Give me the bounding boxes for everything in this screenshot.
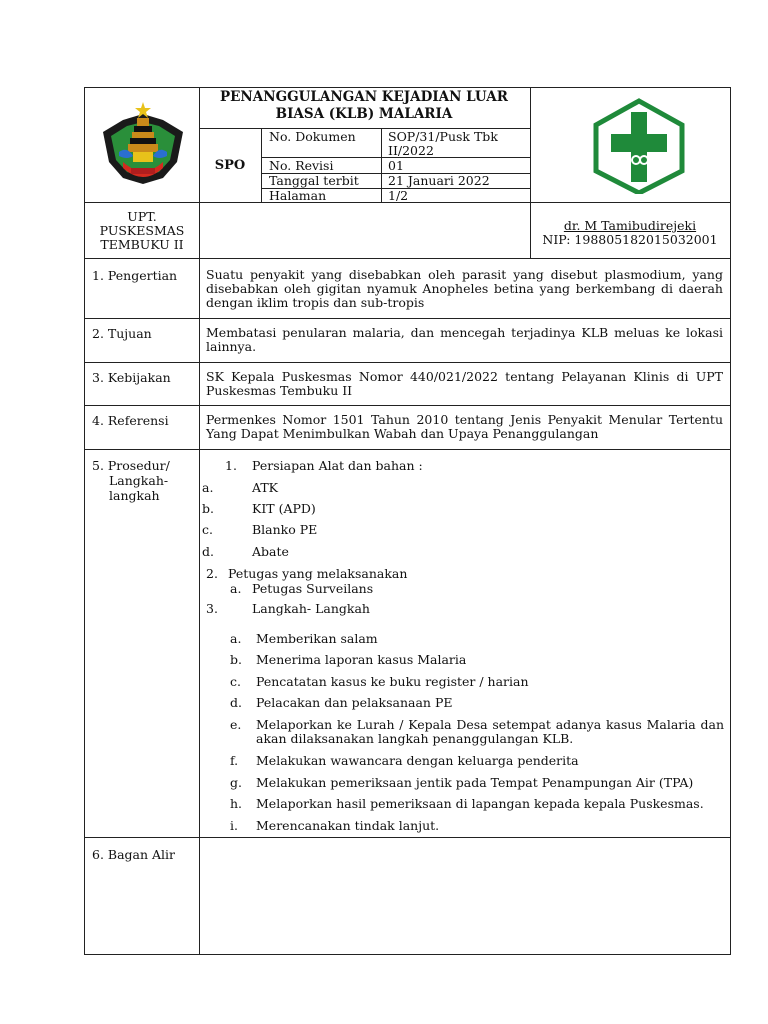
institution-line2: PUSKESMAS bbox=[99, 223, 185, 238]
list-item-marker: c. bbox=[202, 522, 213, 537]
list-item-marker: a. bbox=[230, 631, 242, 646]
list-item: Blanko PE bbox=[252, 522, 318, 537]
institution-line3: TEMBUKU II bbox=[100, 237, 184, 252]
prosedur-label bbox=[92, 458, 170, 503]
step3-number: 3. bbox=[206, 601, 218, 616]
institution-line1: UPT. bbox=[127, 209, 157, 224]
list-item: KIT (APD) bbox=[252, 501, 316, 516]
list-item: Pencatatan kasus ke buku register / harian bbox=[256, 674, 529, 689]
issue-date-label: Tanggal terbit bbox=[269, 173, 359, 188]
referensi-text: Permenkes Nomor 1501 Tahun 2010 tentang Jenis Penyakit Menular Tertentu Yang Dapat Menimbulkan Wabah dan Upaya Penanggulangan bbox=[206, 412, 723, 441]
spo-label: SPO bbox=[214, 158, 246, 173]
document-title: PENANGGULANGAN KEJADIAN LUAR BIASA (KLB) MALARIA bbox=[219, 89, 508, 122]
kebijakan-label: 3. Kebijakan bbox=[92, 370, 171, 385]
referensi-label: 4. Referensi bbox=[92, 413, 169, 428]
list-item: Abate bbox=[252, 544, 289, 559]
tujuan-text: Membatasi penularan malaria, dan mencegah terjadinya KLB meluas ke lokasi lainnya. bbox=[206, 325, 723, 354]
step2-text: Petugas yang melaksanakan bbox=[228, 566, 408, 581]
page-value: 1/2 bbox=[388, 188, 409, 203]
list-item-marker: g. bbox=[230, 775, 242, 790]
list-item-marker: d. bbox=[202, 544, 214, 559]
doc-number-value: SOP/31/Pusk Tbk II/2022 bbox=[388, 129, 498, 158]
prosedur-label-line3: langkah bbox=[109, 488, 160, 503]
list-item: Petugas Surveilans bbox=[252, 581, 374, 596]
list-item-marker: e. bbox=[230, 717, 242, 732]
pengertian-label: 1. Pengertian bbox=[92, 268, 178, 283]
list-item-marker: i. bbox=[230, 818, 238, 833]
tujuan-label: 2. Tujuan bbox=[92, 326, 152, 341]
pengertian-text: Suatu penyakit yang disebabkan oleh parasit yang disebut plasmodium, yang disebabkan oleh gigitan nyamuk Anopheles betina yang berkembang di daerah dengan iklim tropis dan sub-tropis bbox=[206, 267, 723, 310]
list-item-marker: c. bbox=[230, 674, 241, 689]
revision-label: No. Revisi bbox=[269, 158, 334, 173]
bagan-alir-label: 6. Bagan Alir bbox=[92, 847, 176, 862]
regency-emblem-icon bbox=[93, 102, 193, 190]
list-item: ATK bbox=[252, 480, 279, 495]
sop-document bbox=[84, 87, 731, 955]
institution-name bbox=[85, 210, 199, 252]
signatory-name: dr. M Tamibudirejeki bbox=[563, 218, 697, 233]
list-item-marker: b. bbox=[230, 652, 242, 667]
kebijakan-text: SK Kepala Puskesmas Nomor 440/021/2022 tentang Pelayanan Klinis di UPT Puskesmas Tembuku II bbox=[206, 369, 723, 398]
list-item-marker: h. bbox=[230, 796, 243, 811]
page-label: Halaman bbox=[269, 188, 327, 203]
step1-number: 1. bbox=[225, 458, 237, 473]
list-item: Melakukan wawancara dengan keluarga penderita bbox=[256, 753, 579, 768]
list-item: Menerima laporan kasus Malaria bbox=[256, 652, 467, 667]
list-item: Pelacakan dan pelaksanaan PE bbox=[256, 695, 453, 710]
list-item: Merencanakan tindak lanjut. bbox=[256, 818, 440, 833]
list-item-marker: b. bbox=[202, 501, 214, 516]
step3-text: Langkah- Langkah bbox=[252, 601, 370, 616]
prosedur-label-line1: 5. Prosedur/ bbox=[92, 458, 170, 473]
prosedur-label-line2: Langkah- bbox=[109, 473, 169, 488]
signatory-nip: NIP: 198805182015032001 bbox=[542, 232, 718, 247]
puskesmas-logo-icon bbox=[587, 98, 691, 194]
doc-number-label: No. Dokumen bbox=[269, 129, 356, 144]
list-item-marker: a. bbox=[230, 581, 242, 596]
list-item: Melakukan pemeriksaan jentik pada Tempat Penampungan Air (TPA) bbox=[256, 775, 694, 790]
list-item: Melaporkan ke Lurah / Kepala Desa setempat adanya kasus Malaria dan akan dilaksanakan langkah penanggulangan KLB. bbox=[256, 717, 724, 746]
step1-text: Persiapan Alat dan bahan : bbox=[252, 458, 423, 473]
list-item: Memberikan salam bbox=[256, 631, 378, 646]
step2-number: 2. bbox=[206, 566, 218, 581]
list-item-marker: a. bbox=[202, 480, 214, 495]
revision-value: 01 bbox=[388, 158, 404, 173]
list-item-marker: f. bbox=[230, 753, 239, 768]
issue-date-value: 21 Januari 2022 bbox=[388, 173, 490, 188]
list-item-marker: d. bbox=[230, 695, 242, 710]
list-item: Melaporkan hasil pemeriksaan di lapangan kepada kepala Puskesmas. bbox=[256, 796, 704, 811]
